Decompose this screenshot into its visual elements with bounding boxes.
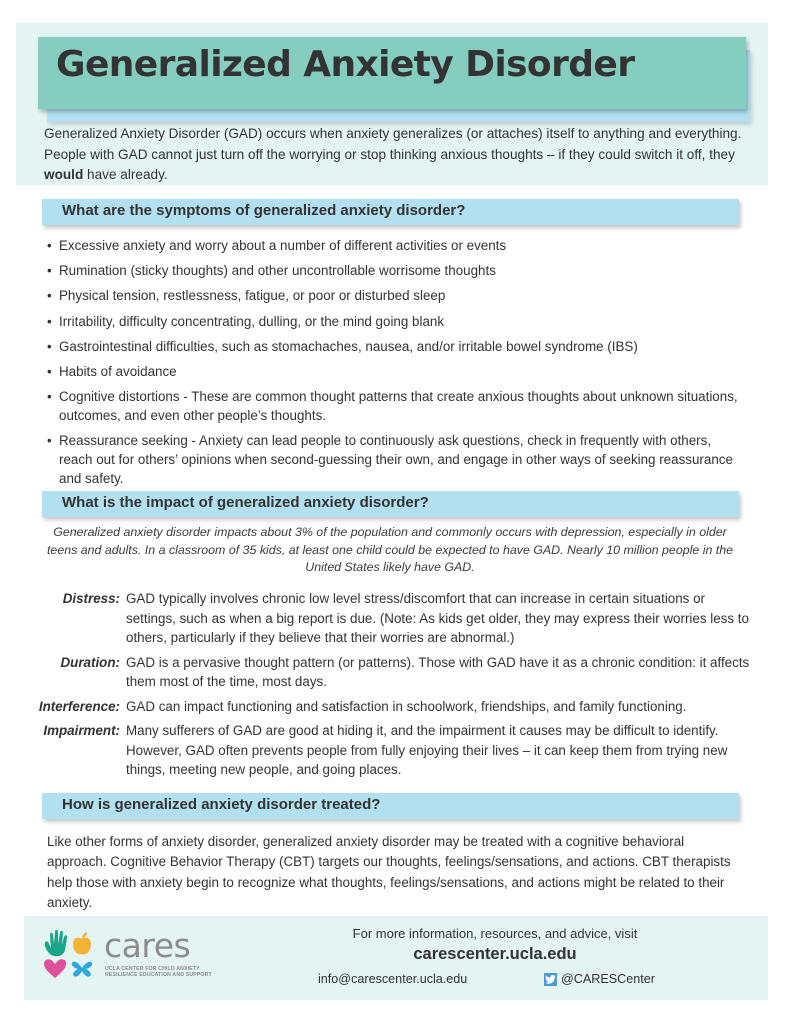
impact-text: GAD typically involves chronic low level stress/discomfort that can increase in certain situations or settings, such as when a big report is due. (Note: As kids get older, they may express their worries less to others, particularly if they believe that their worries are abnormal.): [126, 591, 749, 645]
section-header-impact: [42, 491, 739, 517]
intro-text-bold: would: [44, 167, 84, 182]
apple-icon: [73, 932, 91, 954]
impact-row-distress: [30, 589, 750, 648]
impact-text: GAD is a pervasive thought pattern (or patterns). Those with GAD have it as a chronic condition: it affects them most of the time, most days.: [126, 654, 750, 689]
section-header-symptoms: [42, 199, 739, 225]
intro-text-end: have already.: [83, 167, 168, 182]
intro-paragraph: [44, 124, 749, 186]
logo-wordmark: cares: [104, 926, 191, 965]
impact-rows: [30, 589, 750, 785]
impact-text: Many sufferers of GAD are good at hiding it, and the impairment it causes may be difficult to identify. However, GAD often prevents people from fully enjoying their lives – it can keep them from trying new things, meeting new people, and going places.: [126, 723, 728, 777]
list-item: • Cognitive distortions - These are common thought patterns that create anxious thoughts about unknown situations, outcomes, and even other people’s thoughts.: [47, 387, 747, 425]
page-title: Generalized Anxiety Disorder: [56, 44, 635, 85]
logo-subtitle-line: UCLA CENTER FOR CHILD ANXIETY: [105, 966, 200, 972]
treatment-paragraph: Like other forms of anxiety disorder, generalized anxiety disorder may be treated with a cognitive behavioral approach. Cognitive Behavior Therapy (CBT) targets our thoughts, feelings/sensations, and actions. CBT therapists help those with anxiety begin to recognize what thoughts, feelings/sensations, and actions might be related to their anxiety.: [47, 834, 731, 910]
impact-intro: Generalized anxiety disorder impacts about 3% of the population and commonly occurs with depression, especially in older teens and adults. In a classroom of 35 kids, at least one child could be expected to have GAD. Nearly 10 million people in the United States likely have GAD.: [46, 525, 734, 574]
email-link[interactable]: info@carescenter.ucla.edu: [318, 972, 468, 986]
section-heading: What is the impact of generalized anxiety disorder?: [62, 494, 429, 511]
list-item: • Irritability, difficulty concentrating, dulling, or the mind going blank: [47, 312, 747, 331]
footer-info-line: For more information, resources, and advice, visit: [352, 926, 638, 941]
impact-row-interference: [30, 697, 750, 717]
butterfly-icon: [72, 962, 92, 977]
intro-text-start: Generalized Anxiety Disorder (GAD) occurs when anxiety generalizes (or attaches) itself to anything and everything. People with GAD cannot just turn off the worrying or stop thinking anxious thoughts – if they could switch it off, they: [44, 126, 742, 162]
website-link[interactable]: carescenter.ucla.edu: [413, 945, 577, 963]
twitter-handle: @CARESCenter: [561, 972, 655, 986]
impact-label: Interference:: [38, 698, 120, 714]
twitter-icon: [544, 973, 557, 986]
list-item: • Excessive anxiety and worry about a number of different activities or events: [47, 236, 747, 255]
list-item: • Habits of avoidance: [47, 362, 747, 381]
section-heading: How is generalized anxiety disorder treated?: [62, 796, 381, 813]
impact-label: Distress:: [62, 591, 120, 606]
impact-text: GAD can impact functioning and satisfaction in schoolwork, friendships, and family functioning.: [126, 698, 687, 714]
section-heading: What are the symptoms of generalized anxiety disorder?: [62, 202, 466, 219]
impact-label: Impairment:: [43, 723, 120, 738]
symptoms-list: [47, 236, 747, 495]
impact-row-impairment: [30, 721, 750, 780]
list-item: • Reassurance seeking - Anxiety can lead people to continuously ask questions, check in frequently with others, reach out for others’ opinions when second-guessing their own, and engage in other ways of seeking reassurance and safety.: [47, 431, 747, 488]
section-header-treatment: [42, 793, 739, 819]
list-item: • Physical tension, restlessness, fatigue, or poor or disturbed sleep: [47, 286, 747, 305]
twitter-link[interactable]: [544, 972, 655, 986]
impact-row-duration: [30, 653, 750, 692]
list-item: • Rumination (sticky thoughts) and other uncontrollable worrisome thoughts: [47, 261, 747, 280]
heart-icon: [44, 959, 66, 978]
hand-icon: [45, 930, 67, 956]
impact-label: Duration:: [60, 654, 120, 670]
list-item: • Gastrointestinal difficulties, such as stomachaches, nausea, and/or irritable bowel syndrome (IBS): [47, 337, 747, 356]
logo-subtitle-line: RESILIENCE EDUCATION AND SUPPORT: [105, 972, 212, 979]
logo-subtitle: [105, 966, 212, 979]
